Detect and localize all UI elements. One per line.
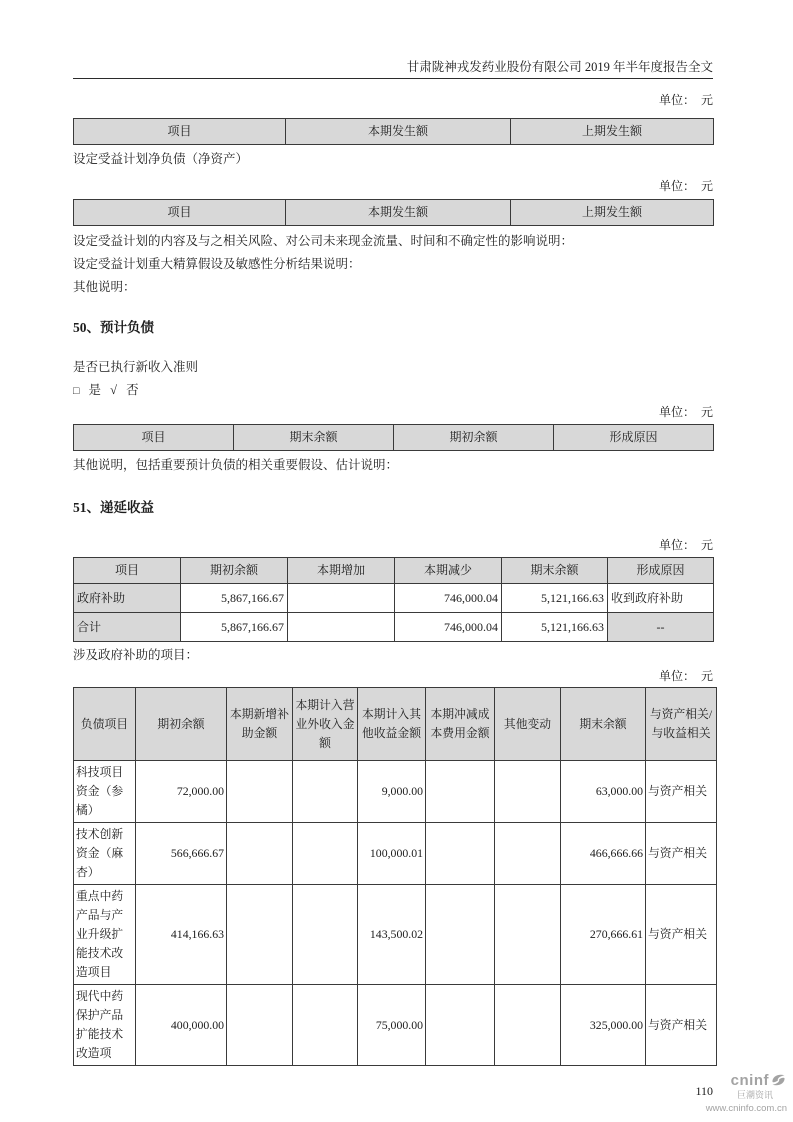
header-cell: 项目	[74, 425, 234, 451]
table-cell: --	[608, 613, 714, 642]
table-cell: 143,500.02	[358, 885, 426, 985]
checkbox-yes-icon: □	[73, 386, 80, 397]
table-cell: 400,000.00	[136, 985, 227, 1066]
answer-yes-label: 是	[88, 383, 101, 397]
unit-label: 单位： 元	[658, 179, 713, 193]
table-cell: 63,000.00	[561, 761, 646, 823]
table-cell	[293, 761, 358, 823]
header-cell: 项目	[74, 119, 286, 145]
header-cell: 形成原因	[554, 425, 714, 451]
header-cell: 项目	[74, 558, 181, 584]
header-cell: 本期发生额	[286, 119, 511, 145]
table-cell: 与资产相关	[646, 761, 717, 823]
table-cell: 政府补助	[74, 584, 181, 613]
table-cell	[227, 985, 293, 1066]
deferred-income-table	[73, 557, 714, 642]
defined-benefit-table-2	[73, 199, 714, 226]
cninfo-logo-icon	[770, 1072, 787, 1089]
table-cell	[288, 613, 395, 642]
table-cell: 重点中药产品与产业升级扩能技术改造项目	[74, 885, 136, 985]
table-cell: 与资产相关	[646, 985, 717, 1066]
table-cell	[227, 761, 293, 823]
cninfo-logo-name: 巨潮资讯	[736, 1090, 773, 1100]
table-cell	[293, 985, 358, 1066]
table-cell	[426, 761, 495, 823]
header-cell: 本期减少	[395, 558, 502, 584]
table-cell: 75,000.00	[358, 985, 426, 1066]
table-cell	[495, 761, 561, 823]
header-cell: 期末余额	[561, 688, 646, 761]
table-cell: 与资产相关	[646, 823, 717, 885]
table-cell: 466,666.66	[561, 823, 646, 885]
table-row	[74, 584, 714, 613]
new-revenue-answer	[73, 383, 713, 399]
header-cell: 其他变动	[495, 688, 561, 761]
section-50-title: 50、预计负债	[73, 320, 154, 335]
unit-label: 单位： 元	[658, 669, 713, 683]
section-51-title: 51、递延收益	[73, 500, 154, 515]
unit-label: 单位： 元	[658, 538, 713, 552]
table-cell	[495, 985, 561, 1066]
table-cell	[495, 885, 561, 985]
header-cell: 上期发生额	[511, 200, 714, 226]
table-row	[74, 885, 717, 985]
table-cell: 746,000.04	[395, 584, 502, 613]
defined-benefit-table-1	[73, 118, 714, 145]
page-number: 110	[695, 1084, 713, 1098]
gov-subsidy-note: 涉及政府补助的项目：	[73, 648, 199, 662]
table-cell: 技术创新资金（麻杏）	[74, 823, 136, 885]
header-cell: 负债项目	[74, 688, 136, 761]
table-cell: 5,867,166.67	[181, 584, 288, 613]
header-cell: 项目	[74, 200, 286, 226]
table-row	[74, 823, 717, 885]
header-cell: 形成原因	[608, 558, 714, 584]
table-cell: 746,000.04	[395, 613, 502, 642]
net-liability-note: 设定受益计划净负债（净资产）	[73, 152, 249, 166]
doc-header	[73, 0, 713, 79]
unit-label: 单位： 元	[658, 405, 713, 419]
check-mark-icon: √	[110, 383, 117, 397]
header-cell: 上期发生额	[511, 119, 714, 145]
risk-note: 设定受益计划的内容及与之相关风险、对公司未来现金流量、时间和不确定性的影响说明：	[73, 234, 574, 248]
gov-subsidy-table	[73, 687, 717, 1066]
table-cell: 270,666.61	[561, 885, 646, 985]
table-cell: 566,666.67	[136, 823, 227, 885]
table-cell	[288, 584, 395, 613]
table-cell: 5,121,166.63	[502, 613, 608, 642]
table-cell: 收到政府补助	[608, 584, 714, 613]
table-cell	[426, 823, 495, 885]
header-cell: 与资产相关/与收益相关	[646, 688, 717, 761]
other-note: 其他说明：	[73, 280, 136, 294]
table-cell	[227, 885, 293, 985]
header-cell: 期初余额	[394, 425, 554, 451]
actuarial-note: 设定受益计划重大精算假设及敏感性分析结果说明：	[73, 257, 361, 271]
table-cell	[426, 885, 495, 985]
table-cell: 现代中药保护产品扩能技术改造项	[74, 985, 136, 1066]
table-row	[74, 761, 717, 823]
cninfo-logo-brand: cninf	[730, 1071, 769, 1089]
cninfo-logo	[677, 1072, 787, 1114]
answer-no-label: 否	[126, 383, 139, 397]
table-row	[74, 985, 717, 1066]
table-cell: 325,000.00	[561, 985, 646, 1066]
header-cell: 本期新增补助金额	[227, 688, 293, 761]
header-cell: 本期计入其他收益金额	[358, 688, 426, 761]
header-cell: 期末余额	[234, 425, 394, 451]
cninfo-logo-url: www.cninfo.com.cn	[705, 1103, 787, 1114]
header-cell: 期初余额	[136, 688, 227, 761]
table-cell: 科技项目资金（参橘）	[74, 761, 136, 823]
table-cell: 100,000.01	[358, 823, 426, 885]
table-cell	[495, 823, 561, 885]
table-cell	[227, 823, 293, 885]
header-cell: 期初余额	[181, 558, 288, 584]
header-cell: 本期增加	[288, 558, 395, 584]
table-cell: 72,000.00	[136, 761, 227, 823]
table-cell	[426, 985, 495, 1066]
table-cell: 5,867,166.67	[181, 613, 288, 642]
table-cell	[293, 823, 358, 885]
header-cell: 期末余额	[502, 558, 608, 584]
table-cell: 与资产相关	[646, 885, 717, 985]
table-cell: 5,121,166.63	[502, 584, 608, 613]
provisions-table	[73, 424, 714, 451]
new-revenue-question: 是否已执行新收入准则	[73, 360, 199, 374]
table-cell	[293, 885, 358, 985]
table-cell: 合计	[74, 613, 181, 642]
unit-label: 单位： 元	[658, 93, 713, 107]
doc-header-title: 甘肃陇神戎发药业股份有限公司 2019 年半年度报告全文	[406, 60, 713, 74]
provisions-other-note: 其他说明，包括重要预计负债的相关重要假设、估计说明：	[73, 458, 399, 472]
table-cell: 9,000.00	[358, 761, 426, 823]
header-cell: 本期发生额	[286, 200, 511, 226]
header-cell: 本期冲减成本费用金额	[426, 688, 495, 761]
table-row	[74, 613, 714, 642]
header-cell: 本期计入营业外收入金额	[293, 688, 358, 761]
table-cell: 414,166.63	[136, 885, 227, 985]
